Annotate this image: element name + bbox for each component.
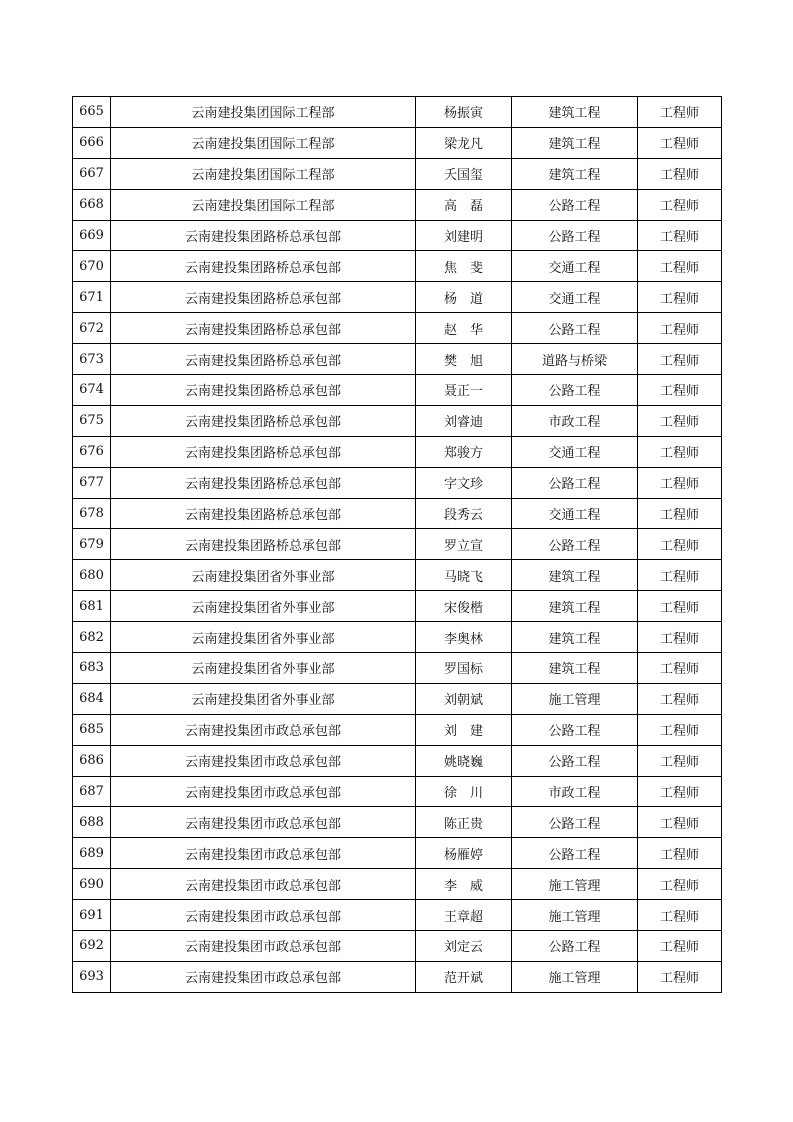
row-number-cell: 668 — [73, 189, 111, 220]
specialty-cell: 市政工程 — [512, 405, 638, 436]
row-number-cell: 676 — [73, 436, 111, 467]
name-cell: 罗立宣 — [416, 529, 512, 560]
specialty-cell: 建筑工程 — [512, 158, 638, 189]
specialty-cell: 市政工程 — [512, 776, 638, 807]
table-row — [73, 776, 722, 807]
title-cell: 工程师 — [638, 591, 722, 622]
title-cell: 工程师 — [638, 714, 722, 745]
row-number-cell: 692 — [73, 931, 111, 962]
name-cell: 夭国玺 — [416, 158, 512, 189]
title-cell: 工程师 — [638, 375, 722, 406]
specialty-cell: 道路与桥梁 — [512, 344, 638, 375]
specialty-cell: 建筑工程 — [512, 560, 638, 591]
specialty-cell: 建筑工程 — [512, 591, 638, 622]
row-number-cell: 667 — [73, 158, 111, 189]
unit-cell: 云南建投集团市政总承包部 — [111, 931, 416, 962]
specialty-cell: 施工管理 — [512, 961, 638, 992]
name-cell: 马晓飞 — [416, 560, 512, 591]
row-number-cell: 693 — [73, 961, 111, 992]
row-number-cell: 683 — [73, 653, 111, 684]
table-row — [73, 158, 722, 189]
title-cell: 工程师 — [638, 838, 722, 869]
title-cell: 工程师 — [638, 344, 722, 375]
table-row — [73, 560, 722, 591]
table-row — [73, 344, 722, 375]
name-cell: 王章超 — [416, 900, 512, 931]
unit-cell: 云南建投集团路桥总承包部 — [111, 436, 416, 467]
table-row — [73, 869, 722, 900]
name-cell: 刘建明 — [416, 220, 512, 251]
specialty-cell: 建筑工程 — [512, 127, 638, 158]
name-cell: 高 磊 — [416, 189, 512, 220]
table-row — [73, 529, 722, 560]
title-cell: 工程师 — [638, 776, 722, 807]
row-number-cell: 681 — [73, 591, 111, 622]
name-cell: 姚晓巍 — [416, 745, 512, 776]
table-row — [73, 931, 722, 962]
specialty-cell: 施工管理 — [512, 869, 638, 900]
title-cell: 工程师 — [638, 436, 722, 467]
row-number-cell: 673 — [73, 344, 111, 375]
specialty-cell: 公路工程 — [512, 931, 638, 962]
row-number-cell: 669 — [73, 220, 111, 251]
roster-table-body — [73, 97, 722, 993]
row-number-cell: 686 — [73, 745, 111, 776]
table-row — [73, 961, 722, 992]
title-cell: 工程师 — [638, 498, 722, 529]
name-cell: 梁龙凡 — [416, 127, 512, 158]
table-row — [73, 436, 722, 467]
table-row — [73, 653, 722, 684]
unit-cell: 云南建投集团路桥总承包部 — [111, 529, 416, 560]
title-cell: 工程师 — [638, 158, 722, 189]
table-row — [73, 591, 722, 622]
specialty-cell: 公路工程 — [512, 467, 638, 498]
title-cell: 工程师 — [638, 622, 722, 653]
title-cell: 工程师 — [638, 220, 722, 251]
row-number-cell: 666 — [73, 127, 111, 158]
unit-cell: 云南建投集团市政总承包部 — [111, 900, 416, 931]
unit-cell: 云南建投集团省外事业部 — [111, 683, 416, 714]
specialty-cell: 交通工程 — [512, 436, 638, 467]
title-cell: 工程师 — [638, 127, 722, 158]
table-row — [73, 622, 722, 653]
unit-cell: 云南建投集团省外事业部 — [111, 560, 416, 591]
row-number-cell: 678 — [73, 498, 111, 529]
row-number-cell: 675 — [73, 405, 111, 436]
specialty-cell: 公路工程 — [512, 745, 638, 776]
name-cell: 刘定云 — [416, 931, 512, 962]
row-number-cell: 674 — [73, 375, 111, 406]
title-cell: 工程师 — [638, 189, 722, 220]
roster-table — [72, 96, 722, 993]
specialty-cell: 公路工程 — [512, 313, 638, 344]
name-cell: 郑骏方 — [416, 436, 512, 467]
row-number-cell: 670 — [73, 251, 111, 282]
name-cell: 刘朝斌 — [416, 683, 512, 714]
table-row — [73, 189, 722, 220]
title-cell: 工程师 — [638, 961, 722, 992]
table-row — [73, 745, 722, 776]
row-number-cell: 677 — [73, 467, 111, 498]
row-number-cell: 680 — [73, 560, 111, 591]
row-number-cell: 687 — [73, 776, 111, 807]
table-row — [73, 714, 722, 745]
unit-cell: 云南建投集团省外事业部 — [111, 653, 416, 684]
table-row — [73, 838, 722, 869]
table-row — [73, 313, 722, 344]
table-row — [73, 251, 722, 282]
title-cell: 工程师 — [638, 807, 722, 838]
table-row — [73, 375, 722, 406]
unit-cell: 云南建投集团国际工程部 — [111, 158, 416, 189]
unit-cell: 云南建投集团路桥总承包部 — [111, 498, 416, 529]
name-cell: 杨 道 — [416, 282, 512, 313]
row-number-cell: 665 — [73, 97, 111, 128]
name-cell: 徐 川 — [416, 776, 512, 807]
unit-cell: 云南建投集团市政总承包部 — [111, 838, 416, 869]
unit-cell: 云南建投集团路桥总承包部 — [111, 467, 416, 498]
unit-cell: 云南建投集团国际工程部 — [111, 127, 416, 158]
row-number-cell: 682 — [73, 622, 111, 653]
unit-cell: 云南建投集团路桥总承包部 — [111, 375, 416, 406]
specialty-cell: 公路工程 — [512, 375, 638, 406]
title-cell: 工程师 — [638, 282, 722, 313]
row-number-cell: 691 — [73, 900, 111, 931]
name-cell: 刘睿迪 — [416, 405, 512, 436]
title-cell: 工程师 — [638, 97, 722, 128]
name-cell: 杨振寅 — [416, 97, 512, 128]
unit-cell: 云南建投集团路桥总承包部 — [111, 282, 416, 313]
title-cell: 工程师 — [638, 560, 722, 591]
name-cell: 焦 斐 — [416, 251, 512, 282]
name-cell: 范开斌 — [416, 961, 512, 992]
row-number-cell: 672 — [73, 313, 111, 344]
title-cell: 工程师 — [638, 529, 722, 560]
unit-cell: 云南建投集团路桥总承包部 — [111, 220, 416, 251]
unit-cell: 云南建投集团市政总承包部 — [111, 807, 416, 838]
name-cell: 字文珍 — [416, 467, 512, 498]
name-cell: 李奥林 — [416, 622, 512, 653]
table-row — [73, 282, 722, 313]
unit-cell: 云南建投集团市政总承包部 — [111, 745, 416, 776]
row-number-cell: 688 — [73, 807, 111, 838]
unit-cell: 云南建投集团国际工程部 — [111, 189, 416, 220]
specialty-cell: 施工管理 — [512, 900, 638, 931]
name-cell: 聂正一 — [416, 375, 512, 406]
title-cell: 工程师 — [638, 405, 722, 436]
row-number-cell: 671 — [73, 282, 111, 313]
specialty-cell: 公路工程 — [512, 838, 638, 869]
table-row — [73, 97, 722, 128]
unit-cell: 云南建投集团市政总承包部 — [111, 961, 416, 992]
title-cell: 工程师 — [638, 745, 722, 776]
unit-cell: 云南建投集团路桥总承包部 — [111, 251, 416, 282]
specialty-cell: 公路工程 — [512, 529, 638, 560]
name-cell: 杨雁婷 — [416, 838, 512, 869]
table-row — [73, 127, 722, 158]
specialty-cell: 交通工程 — [512, 498, 638, 529]
name-cell: 樊 旭 — [416, 344, 512, 375]
unit-cell: 云南建投集团市政总承包部 — [111, 776, 416, 807]
row-number-cell: 684 — [73, 683, 111, 714]
table-row — [73, 467, 722, 498]
title-cell: 工程师 — [638, 251, 722, 282]
name-cell: 宋俊楷 — [416, 591, 512, 622]
table-row — [73, 220, 722, 251]
title-cell: 工程师 — [638, 869, 722, 900]
unit-cell: 云南建投集团国际工程部 — [111, 97, 416, 128]
unit-cell: 云南建投集团市政总承包部 — [111, 714, 416, 745]
unit-cell: 云南建投集团省外事业部 — [111, 622, 416, 653]
specialty-cell: 公路工程 — [512, 220, 638, 251]
table-row — [73, 405, 722, 436]
unit-cell: 云南建投集团市政总承包部 — [111, 869, 416, 900]
table-row — [73, 498, 722, 529]
specialty-cell: 施工管理 — [512, 683, 638, 714]
row-number-cell: 689 — [73, 838, 111, 869]
name-cell: 段秀云 — [416, 498, 512, 529]
specialty-cell: 公路工程 — [512, 189, 638, 220]
specialty-cell: 公路工程 — [512, 714, 638, 745]
name-cell: 赵 华 — [416, 313, 512, 344]
row-number-cell: 685 — [73, 714, 111, 745]
unit-cell: 云南建投集团省外事业部 — [111, 591, 416, 622]
specialty-cell: 公路工程 — [512, 807, 638, 838]
title-cell: 工程师 — [638, 653, 722, 684]
title-cell: 工程师 — [638, 467, 722, 498]
specialty-cell: 建筑工程 — [512, 97, 638, 128]
title-cell: 工程师 — [638, 900, 722, 931]
title-cell: 工程师 — [638, 931, 722, 962]
table-row — [73, 900, 722, 931]
specialty-cell: 交通工程 — [512, 282, 638, 313]
name-cell: 罗国标 — [416, 653, 512, 684]
table-row — [73, 683, 722, 714]
title-cell: 工程师 — [638, 313, 722, 344]
unit-cell: 云南建投集团路桥总承包部 — [111, 344, 416, 375]
row-number-cell: 679 — [73, 529, 111, 560]
row-number-cell: 690 — [73, 869, 111, 900]
name-cell: 陈正贵 — [416, 807, 512, 838]
specialty-cell: 建筑工程 — [512, 622, 638, 653]
name-cell: 刘 建 — [416, 714, 512, 745]
unit-cell: 云南建投集团路桥总承包部 — [111, 405, 416, 436]
name-cell: 李 威 — [416, 869, 512, 900]
specialty-cell: 交通工程 — [512, 251, 638, 282]
table-row — [73, 807, 722, 838]
specialty-cell: 建筑工程 — [512, 653, 638, 684]
title-cell: 工程师 — [638, 683, 722, 714]
unit-cell: 云南建投集团路桥总承包部 — [111, 313, 416, 344]
